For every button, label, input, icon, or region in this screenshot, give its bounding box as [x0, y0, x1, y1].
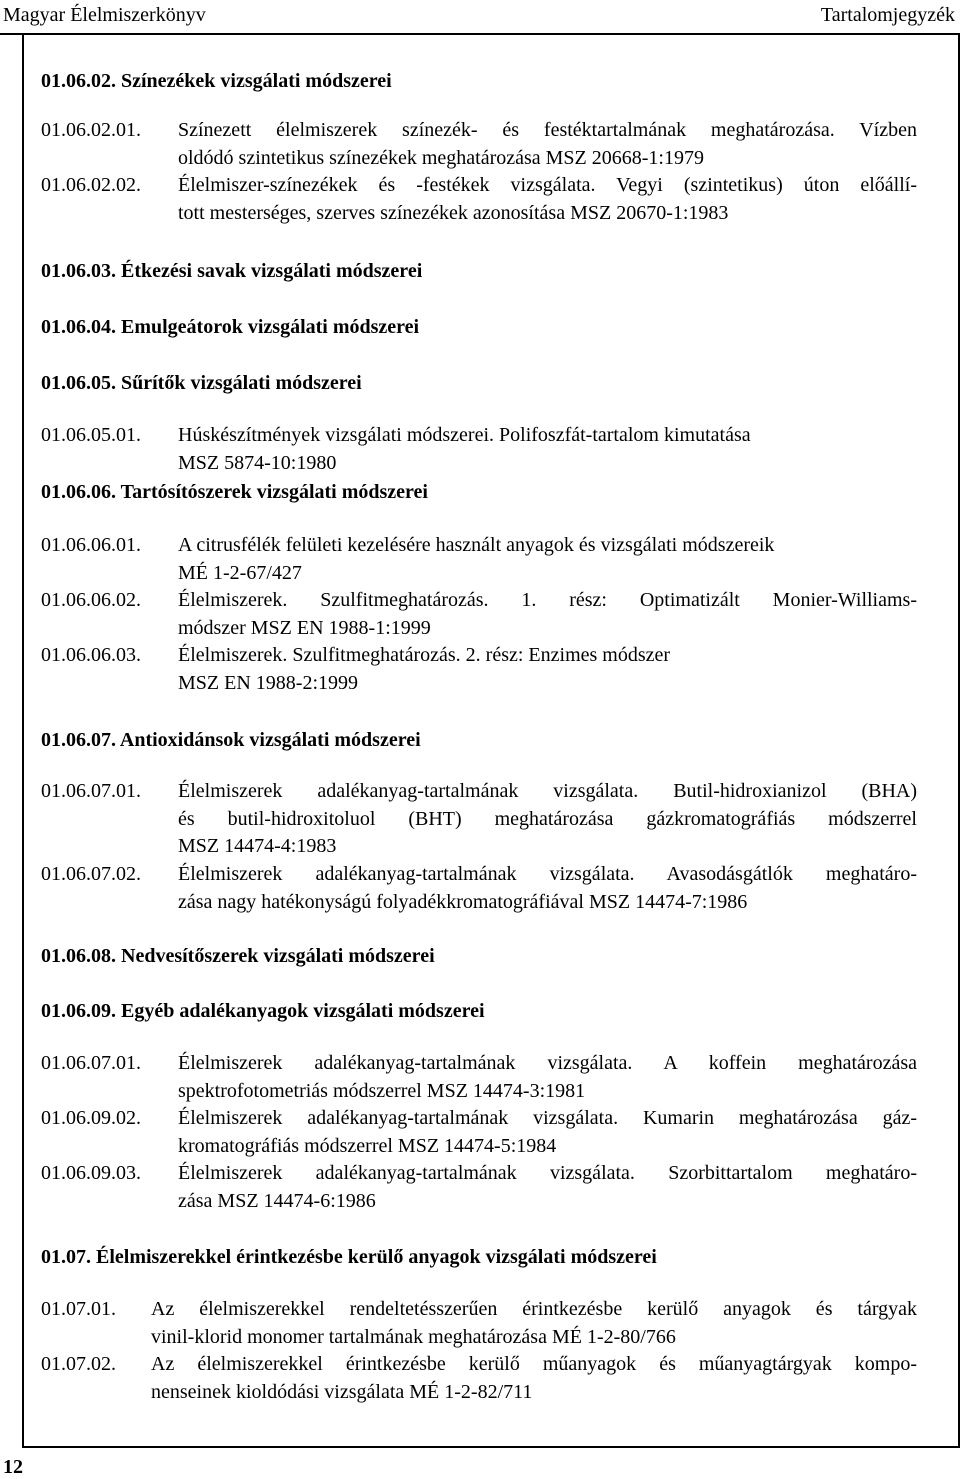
toc-entry-text: vinil-klorid monomer tartalmának meghatározása MÉ 1-2-80/766 — [151, 1325, 676, 1348]
toc-entry-text: Élelmiszerek adalékanyag-tartalmának vizsgálata. Kumarin meghatározása gáz- — [178, 1107, 917, 1129]
toc-entry-text: zása nagy hatékonyságú folyadékkromatográfiával MSZ 14474-7:1986 — [178, 890, 748, 913]
toc-entry-code: 01.07.01. — [41, 1298, 116, 1320]
toc-entry-text: zása MSZ 14474-6:1986 — [178, 1189, 376, 1212]
toc-entry-text: tott mesterséges, szerves színezékek azonosítása MSZ 20670-1:1983 — [178, 201, 729, 224]
toc-entry-text: MSZ EN 1988-2:1999 — [178, 671, 358, 694]
toc-entry — [41, 117, 917, 172]
toc-entry — [41, 642, 917, 697]
toc-entry-code: 01.06.06.01. — [41, 534, 141, 556]
toc-entry-code: 01.06.07.02. — [41, 863, 141, 885]
toc-entry — [41, 1105, 917, 1160]
toc-entry-text: oldódó szintetikus színezékek meghatározása MSZ 20668-1:1979 — [178, 146, 704, 169]
page-header — [0, 0, 960, 36]
toc-entry-text: módszer MSZ EN 1988-1:1999 — [178, 616, 431, 639]
toc-entry — [41, 861, 917, 916]
header-book-title: Magyar Élelmiszerkönyv — [3, 4, 206, 26]
header-section-title: Tartalomjegyzék — [820, 4, 955, 26]
toc-entry-code: 01.06.02.02. — [41, 174, 141, 196]
toc-entry-text: Élelmiszerek adalékanyag-tartalmának vizsgálata. Butil-hidroxianizol (BHA) — [178, 780, 917, 802]
toc-entry-code: 01.06.06.03. — [41, 644, 141, 666]
toc-entry — [41, 172, 917, 227]
toc-section-heading: 01.06.05. Sűrítők vizsgálati módszerei — [41, 372, 362, 394]
toc-entry-text: MSZ 14474-4:1983 — [178, 835, 337, 857]
page-number: 12 — [3, 1456, 23, 1478]
toc-entry-code: 01.06.06.02. — [41, 589, 141, 611]
toc-section-heading: 01.06.07. Antioxidánsok vizsgálati módszerei — [41, 729, 421, 751]
toc-entry-text: Élelmiszerek adalékanyag-tartalmának vizsgálata. Szorbittartalom meghatáro- — [178, 1162, 917, 1184]
toc-entry — [41, 1160, 917, 1215]
toc-entry-code: 01.06.05.01. — [41, 424, 141, 446]
toc-entry — [41, 1351, 917, 1406]
toc-entry-code: 01.06.09.02. — [41, 1107, 141, 1129]
toc-section-heading: 01.06.09. Egyéb adalékanyagok vizsgálati módszerei — [41, 1000, 485, 1022]
toc-entry-text: Élelmiszerek. Szulfitmeghatározás. 1. rész: Optimatizált Monier-Williams- — [178, 589, 917, 611]
toc-entry-text: MSZ 5874-10:1980 — [178, 451, 337, 474]
toc-entry-text: Élelmiszerek. Szulfitmeghatározás. 2. rész: Enzimes módszer — [178, 644, 671, 666]
toc-entry — [41, 1050, 917, 1105]
toc-section-heading: 01.06.06. Tartósítószerek vizsgálati módszerei — [41, 481, 428, 503]
toc-entry — [41, 778, 917, 861]
toc-entry — [41, 1296, 917, 1351]
toc-section-heading: 01.06.03. Étkezési savak vizsgálati módszerei — [41, 260, 423, 282]
toc-entry-text: Élelmiszerek adalékanyag-tartalmának vizsgálata. A koffein meghatározása — [178, 1052, 917, 1074]
toc-entry — [41, 422, 917, 477]
toc-entry-text: Élelmiszer-színezékek és -festékek vizsgálata. Vegyi (szintetikus) úton előállí- — [178, 174, 917, 196]
toc-entry-text: A citrusfélék felületi kezelésére használt anyagok és vizsgálati módszereik — [178, 534, 775, 556]
toc-entry-text: Élelmiszerek adalékanyag-tartalmának vizsgálata. Avasodásgátlók meghatáro- — [178, 863, 917, 885]
toc-entry-text: Színezett élelmiszerek színezék- és festéktartalmának meghatározása. Vízben — [178, 119, 917, 141]
toc-entry-text: Húskészítmények vizsgálati módszerei. Polifoszfát-tartalom kimutatása — [178, 424, 751, 446]
toc-entry-code: 01.06.07.01. — [41, 1052, 141, 1074]
toc-entry-code: 01.07.02. — [41, 1353, 116, 1375]
toc-entry — [41, 587, 917, 642]
toc-entry-text: Az élelmiszerekkel rendeltetésszerűen érintkezésbe kerülő anyagok és tárgyak — [151, 1298, 917, 1320]
toc-entry-text: spektrofotometriás módszerrel MSZ 14474-3:1981 — [178, 1079, 586, 1102]
toc-entry-code: 01.06.02.01. — [41, 119, 141, 141]
toc-entry-code: 01.06.07.01. — [41, 780, 141, 802]
toc-section-heading: 01.06.02. Színezékek vizsgálati módszerei — [41, 70, 392, 92]
toc-entry-text: MÉ 1-2-67/427 — [178, 561, 302, 584]
toc-section-heading: 01.07. Élelmiszerekkel érintkezésbe kerülő anyagok vizsgálati módszerei — [41, 1246, 657, 1268]
toc-entry — [41, 532, 917, 587]
toc-entry-text: kromatográfiás módszerrel MSZ 14474-5:1984 — [178, 1134, 557, 1157]
toc-entry-text: Az élelmiszerekkel érintkezésbe kerülő műanyagok és műanyagtárgyak kompo- — [151, 1353, 917, 1375]
toc-section-heading: 01.06.04. Emulgeátorok vizsgálati módszerei — [41, 316, 420, 338]
toc-entry-code: 01.06.09.03. — [41, 1162, 141, 1184]
toc-section-heading: 01.06.08. Nedvesítőszerek vizsgálati módszerei — [41, 945, 435, 967]
toc-entry-text: és butil-hidroxitoluol (BHT) meghatározása gázkromatográfiás módszerrel — [178, 807, 917, 830]
toc-entry-text: nenseinek kioldódási vizsgálata MÉ 1-2-82/711 — [151, 1380, 533, 1403]
